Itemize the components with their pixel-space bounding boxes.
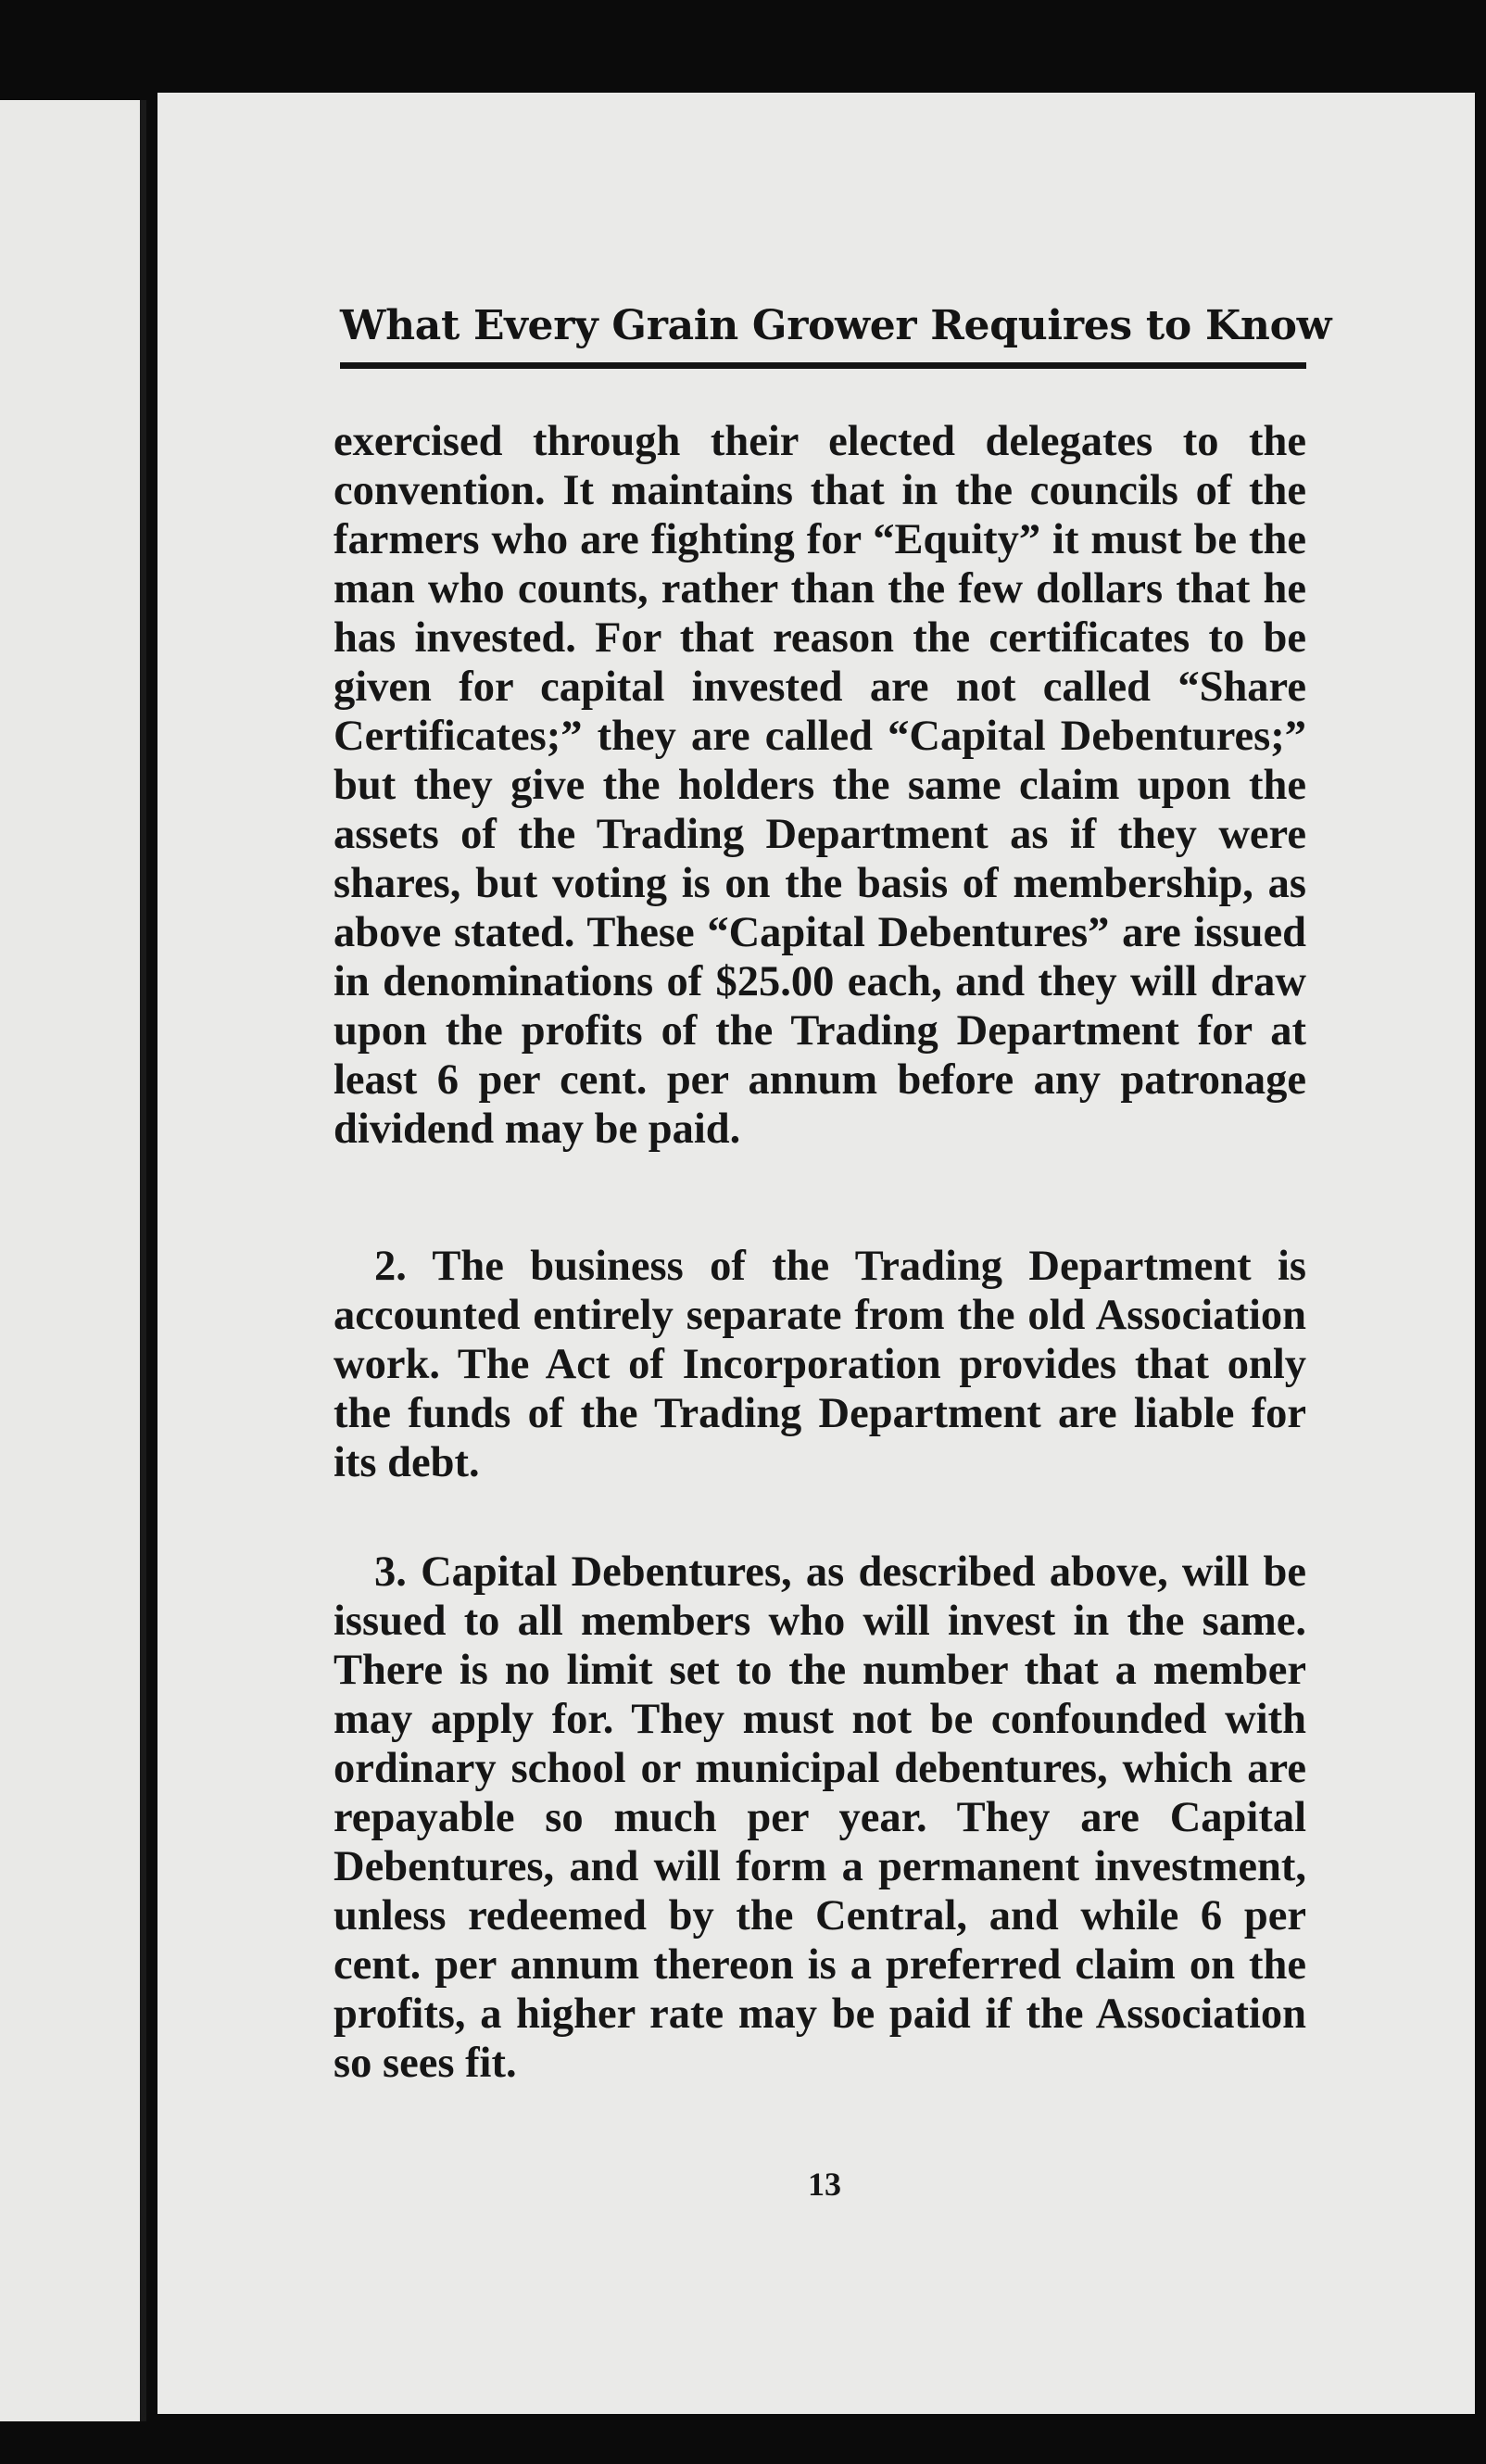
paragraph-3: 3. Capital Debentures, as described above, will be issued to all members who will invest in the same. There is no limit set to the number that a member may apply for. They must not be confounded with ordinary school or municipal debentures, which are repayable so much per year. They are Capital Debentures, and will form a permanent investment, unless redeemed by the Central, and while 6 per cent. per annum thereon is a preferred claim on the profits, a higher rate may be paid if the Association so sees fit. bbox=[334, 1548, 1306, 2087]
paragraph-2: 2. The business of the Trading Department is accounted entirely separate from the old Association work. The Act of Incorporation provides that only the funds of the Trading Department are liable for its debt. bbox=[334, 1243, 1306, 1486]
paragraph-1: exercised through their elected delegates to the convention. It maintains that in the councils of the farmers who are fighting for “Equity” it must be the man who counts, rather than the few dollars that he has invested. For that reason the certificates to be given for capital invested are not called “Share Certificates;” they are called “Capital Debentures;” but they give the holders the same claim upon the assets of the Trading Department as if they were shares, but voting is on the basis of membership, as above stated. These “Capital Debentures” are issued in denominations of $25.00 each, and they will draw upon the profits of the Trading Department for at least 6 per cent. per annum before any patronage dividend may be paid. bbox=[334, 418, 1306, 1153]
running-head: What Every Grain Grower Requires to Know bbox=[340, 302, 1332, 349]
book-page bbox=[157, 93, 1475, 2414]
facing-page-edge bbox=[0, 100, 146, 2421]
running-head-rule bbox=[340, 362, 1306, 369]
page-number: 13 bbox=[808, 2166, 841, 2203]
